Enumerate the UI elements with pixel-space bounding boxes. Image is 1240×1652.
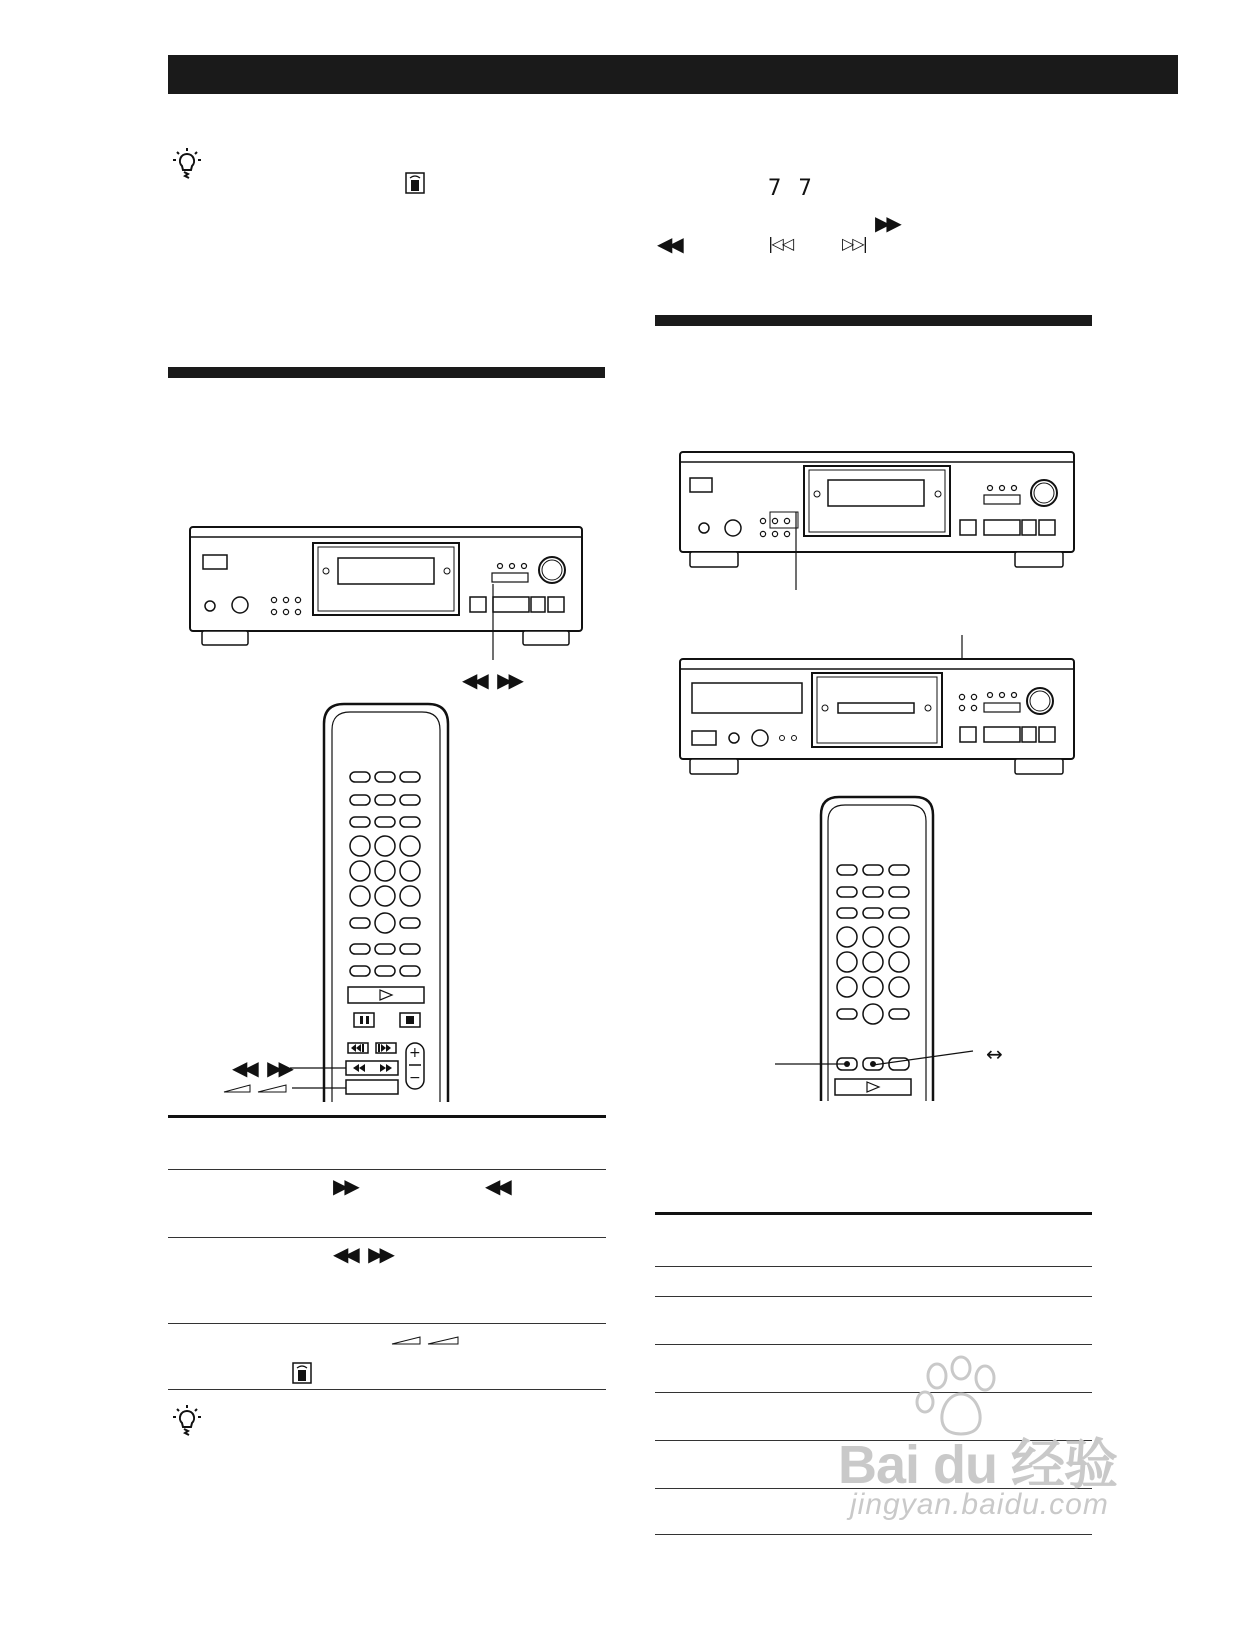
table-rule-right-3 bbox=[655, 1344, 1092, 1345]
table-rew-fwd-symbols bbox=[333, 1244, 391, 1264]
volume-plus-label: + bbox=[409, 1045, 421, 1061]
callout-line-fader bbox=[292, 1087, 346, 1089]
rew-fwd-callout-left bbox=[462, 670, 520, 690]
rew-symbol: ◀◀ bbox=[462, 668, 485, 692]
table-remote-only-icon bbox=[292, 1362, 312, 1384]
cd-player-illustration bbox=[678, 450, 1076, 595]
header-band bbox=[168, 55, 1178, 94]
section-bar-left bbox=[168, 367, 605, 378]
table-rule-right-4 bbox=[655, 1392, 1092, 1393]
fader-callout-icon bbox=[222, 1080, 292, 1094]
right-prev-symbol: |◁◁ bbox=[768, 234, 792, 253]
rew-fwd-callout-remote bbox=[232, 1058, 290, 1078]
right-fwd-symbol: ▶▶ bbox=[875, 211, 898, 235]
double-arrow-symbol: ↔ bbox=[986, 1042, 1003, 1066]
callout-line-remote-left bbox=[775, 1063, 847, 1065]
cd-player-illustration bbox=[188, 525, 584, 655]
table-rule-right-1 bbox=[655, 1266, 1092, 1267]
fwd-symbol: ▶▶ bbox=[497, 668, 520, 692]
right-rew-symbol: ◀◀ bbox=[657, 232, 680, 256]
table-top-rule-right bbox=[655, 1212, 1092, 1215]
tape-deck-illustration bbox=[678, 635, 1076, 777]
watermark-url: jingyan.baidu.com bbox=[850, 1488, 1109, 1521]
fwd-symbol: ▶▶ bbox=[267, 1056, 290, 1080]
display-segment-text: 7 7 bbox=[768, 176, 814, 201]
table-rule-left-3 bbox=[168, 1323, 606, 1324]
table-rule-left-1 bbox=[168, 1169, 606, 1170]
hint-icon bbox=[172, 1405, 202, 1437]
hint-icon bbox=[172, 148, 202, 180]
table-rule-left-2 bbox=[168, 1237, 606, 1238]
watermark-logo: Bai du 经验 bbox=[838, 1435, 1118, 1495]
table-fwd-symbol: ▶▶ bbox=[333, 1174, 356, 1198]
callout-line-rew bbox=[290, 1067, 346, 1069]
section-bar-right bbox=[655, 315, 1092, 326]
fwd-symbol: ▶▶ bbox=[368, 1242, 391, 1266]
right-next-symbol: ▷▷| bbox=[842, 234, 866, 253]
table-rule-left-4 bbox=[168, 1389, 606, 1390]
table-fader-icon bbox=[390, 1332, 462, 1346]
volume-minus-label: − bbox=[409, 1070, 421, 1086]
table-rule-right-2 bbox=[655, 1296, 1092, 1297]
callout-line-remote-right bbox=[873, 1050, 973, 1066]
rew-symbol: ◀◀ bbox=[333, 1242, 356, 1266]
table-rule-right-7 bbox=[655, 1534, 1092, 1535]
table-top-rule-left bbox=[168, 1115, 606, 1118]
remote-control-left bbox=[320, 700, 452, 1102]
remote-only-icon bbox=[405, 172, 425, 194]
rew-symbol: ◀◀ bbox=[232, 1056, 255, 1080]
table-rew-symbol: ◀◀ bbox=[485, 1174, 508, 1198]
